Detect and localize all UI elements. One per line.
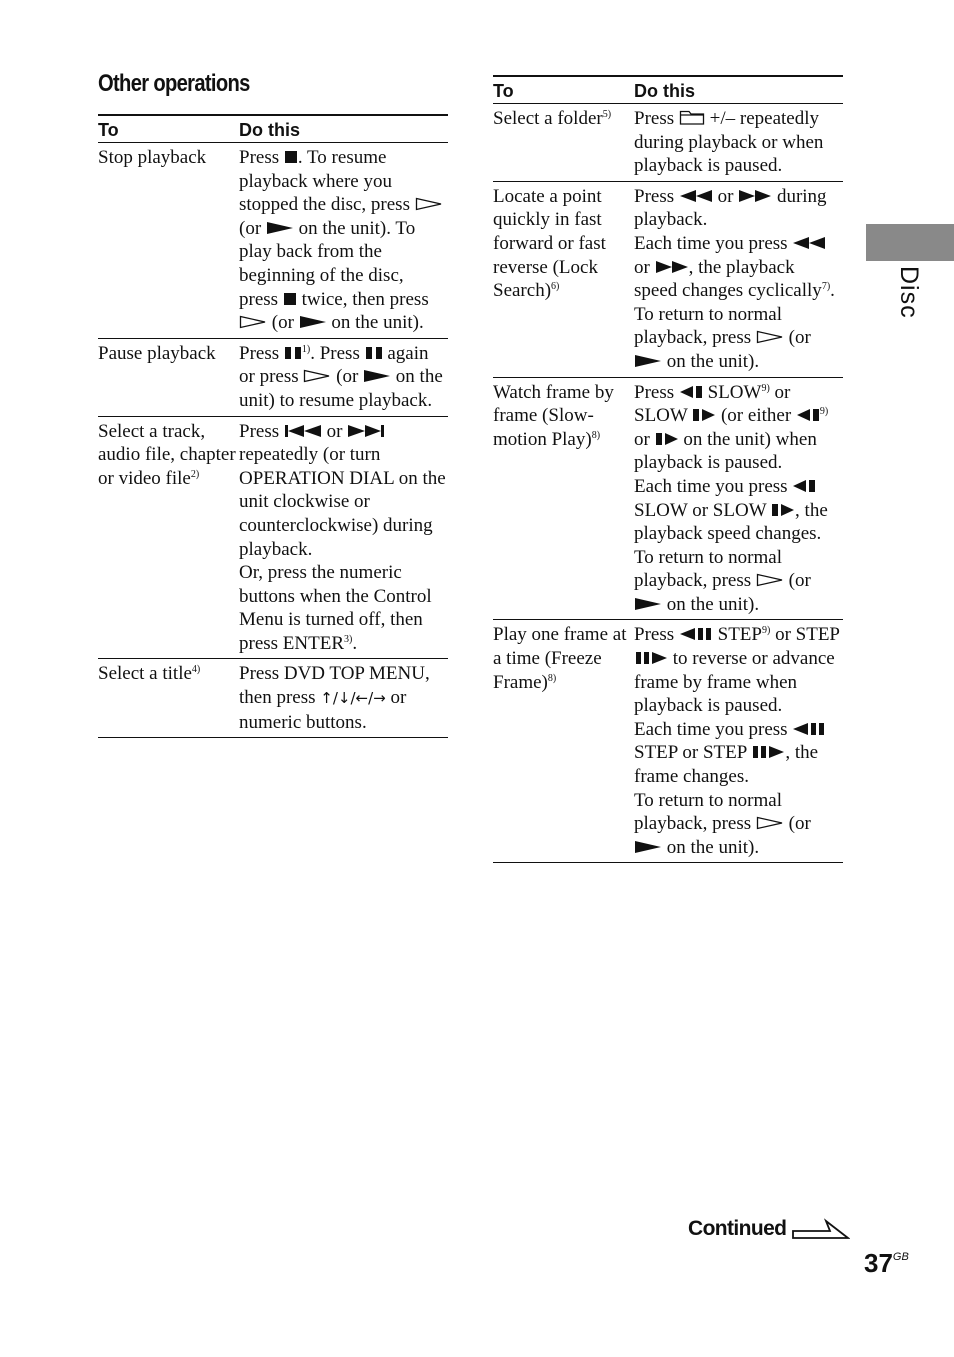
instruction-cell: Press +/– repeatedly during playback or when playback is paused. (634, 104, 843, 182)
slow-reverse-icon (796, 408, 820, 422)
arrow-keys-icon: ↑/↓/←/→ (320, 689, 386, 708)
play-icon (266, 221, 294, 235)
footnote-marker: 7) (821, 281, 831, 293)
step-reverse-icon (792, 722, 826, 736)
footnote-marker: 3) (344, 633, 353, 645)
instruction-cell: Press or repeatedly (or turn OPERATION DIAL on the unit clockwise or counterclockwise) during playback. Or, press the numeric buttons when the Control Menu is turned off, then press ENTER$^{3)}$. (239, 416, 448, 659)
play-icon (634, 597, 662, 611)
footnote-marker: 1) (301, 343, 311, 355)
table-header-row (493, 76, 843, 104)
play-icon (299, 315, 327, 329)
previous-icon (284, 424, 322, 438)
table-row (98, 143, 448, 339)
fast-forward-icon (655, 260, 689, 274)
table-row (493, 104, 843, 182)
play-icon (363, 369, 391, 383)
slow-reverse-icon (792, 479, 816, 493)
column-header-to: To (98, 115, 239, 143)
instruction-cell: Press $^{1)}$. Press again or press (or on the unit) to resume playback. (239, 338, 448, 416)
pause-icon (284, 346, 302, 360)
page-number-suffix: GB (892, 1251, 909, 1263)
footnote-marker: 8) (591, 429, 601, 441)
footnote-marker: 9) (819, 406, 829, 418)
slow-forward-icon (771, 503, 795, 517)
operation-cell: Select a track, audio file, chapter or video file$^{2)}$ (98, 416, 239, 659)
rewind-icon (679, 189, 713, 203)
continued-indicator (688, 1217, 850, 1241)
table-header-row (98, 115, 448, 143)
play-icon (634, 840, 662, 854)
section-tab (866, 224, 954, 261)
footnote-marker: 2) (190, 468, 200, 480)
operation-cell: Play one frame at a time (Freeze Frame)$^{8)}$ (493, 620, 634, 863)
column-header-to: To (493, 76, 634, 104)
footnote-marker: 9) (761, 382, 770, 394)
play-icon (634, 354, 662, 368)
footnote-marker: 8) (547, 672, 557, 684)
footnote-marker: 4) (191, 664, 201, 676)
table-row (493, 377, 843, 620)
operation-cell: Select a folder$^{5)}$ (493, 104, 634, 182)
operation-cell: Watch frame by frame (Slow-motion Play)$^{8)}$ (493, 377, 634, 620)
folder-icon (679, 108, 705, 125)
instruction-cell: Press or during playback. Each time you press or , the playback speed changes cyclically$^{7)}$. To return to normal playback, press (or on the unit). (634, 181, 843, 377)
instruction-cell: Press SLOW$^{9)}$ or SLOW (or either $^{9)}$ or on the unit) when playback is paused. Each time you press SLOW or SLOW , the playback speed changes. To return to normal playback, press (or on the unit). (634, 377, 843, 620)
play-outline-icon (303, 369, 331, 383)
footnote-marker: 9) (761, 625, 771, 637)
next-icon (347, 424, 385, 438)
operation-cell: Locate a point quickly in fast forward or fast reverse (Lock Search)$^{6)}$ (493, 181, 634, 377)
stop-icon (284, 150, 298, 164)
play-outline-icon (239, 315, 267, 329)
fast-forward-icon (738, 189, 772, 203)
operation-cell: Pause playback (98, 338, 239, 416)
step-forward-icon (634, 651, 668, 665)
step-reverse-icon (679, 627, 713, 641)
instruction-cell: Press . To resume playback where you stopped the disc, press (or on the unit). To play back from the beginning of the disc, press twice, then press (or on the unit). (239, 143, 448, 339)
slow-reverse-icon (679, 385, 703, 399)
rewind-icon (792, 236, 826, 250)
table-row (493, 620, 843, 863)
column-header-do-this: Do this (634, 76, 843, 104)
play-outline-icon (756, 330, 784, 344)
page-number-value: 37 (864, 1248, 893, 1278)
footnote-marker: 6) (551, 281, 560, 293)
stop-icon (283, 292, 297, 306)
section-heading: Other operations (98, 70, 250, 97)
footnote-marker: 5) (602, 109, 612, 120)
page-number (864, 1248, 909, 1279)
table-row (98, 659, 448, 738)
column-header-do-this: Do this (239, 115, 448, 143)
play-outline-icon (756, 816, 784, 830)
slow-forward-icon (655, 432, 679, 446)
instruction-cell: Press DVD TOP MENU, then press ↑/↓/←/→ or numeric buttons. (239, 659, 448, 738)
continued-label: Continued (688, 1217, 787, 1240)
slow-forward-icon (692, 408, 716, 422)
table-row (493, 181, 843, 377)
operations-table-right (493, 75, 843, 863)
play-outline-icon (756, 573, 784, 587)
instruction-cell: Press STEP$^{9)}$ or STEP to reverse or advance frame by frame when playback is paused. Each time you press STEP or STEP , the frame changes. To return to normal playback, press (or on the unit). (634, 620, 843, 863)
step-forward-icon (751, 745, 785, 759)
continued-arrow-icon (792, 1218, 850, 1240)
operation-cell: Select a title$^{4)}$ (98, 659, 239, 738)
table-row (98, 416, 448, 659)
section-tab-label: Disc (895, 266, 923, 319)
play-outline-icon (415, 197, 443, 211)
operation-cell: Stop playback (98, 143, 239, 339)
pause-icon (365, 346, 383, 360)
operations-table-left (98, 114, 448, 738)
table-row (98, 338, 448, 416)
